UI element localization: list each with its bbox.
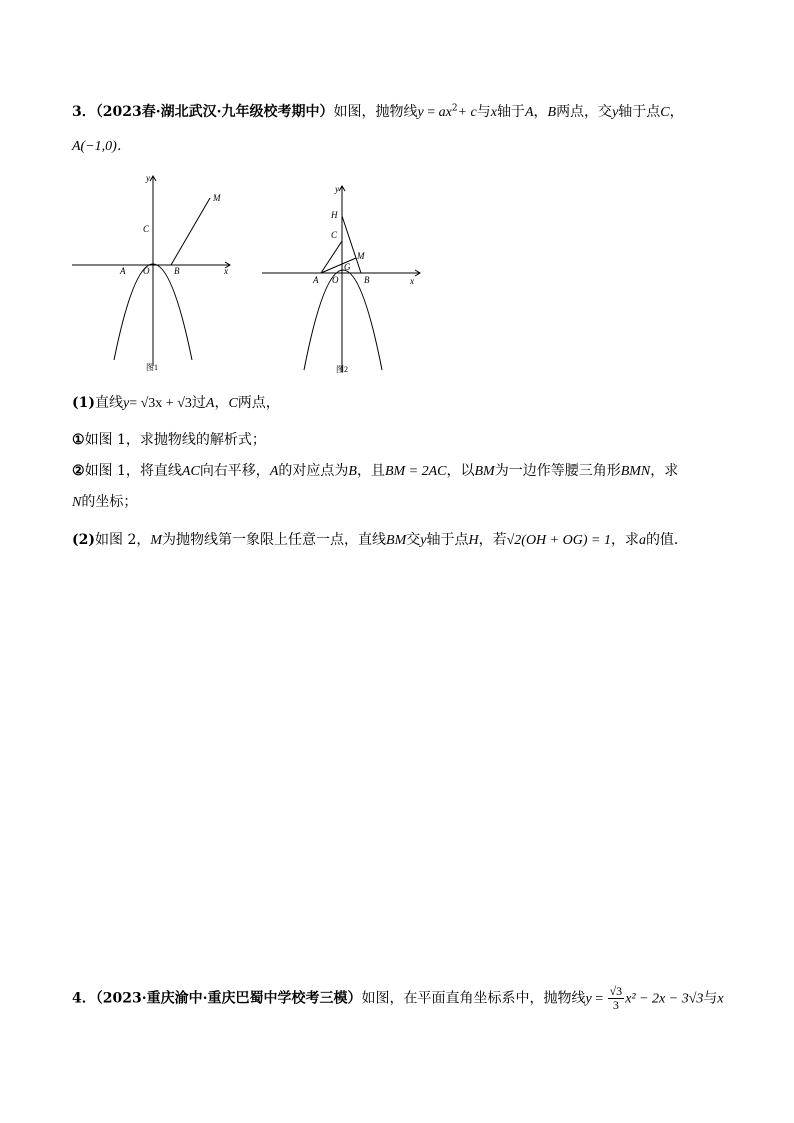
fig1-label-x: x bbox=[224, 266, 228, 276]
fig1-label-y: y bbox=[146, 173, 150, 183]
q3-point-a: A(−1,0)． bbox=[72, 139, 131, 154]
fig1-label-m: M bbox=[213, 193, 221, 203]
fig2-label-c: C bbox=[331, 230, 338, 240]
fig2-parabola bbox=[304, 270, 382, 370]
fig2-label-x: x bbox=[410, 276, 414, 286]
fig2-label-y: y bbox=[335, 184, 339, 194]
fig2-label-g: G bbox=[344, 262, 351, 272]
fig1-caption: 图1 bbox=[146, 363, 158, 372]
fig2-label-h: H bbox=[331, 210, 338, 220]
fig2-label-a: A bbox=[313, 275, 319, 285]
fig2-label-o: O bbox=[332, 275, 339, 285]
fig1-label-a: A bbox=[120, 266, 126, 276]
q3-part1: (1)直线y= √3x + √3过A，C两点， bbox=[72, 395, 280, 411]
fig1-label-c: C bbox=[143, 224, 150, 234]
figure-1 bbox=[68, 170, 240, 376]
q3-sub2-line2: N的坐标； bbox=[72, 494, 138, 510]
q4-line1: 4．（2023·重庆渝中·重庆巴蜀中学校考三模）如图，在平面直角坐标系中，抛物线y = $\frac{√3}{3}$ x² − 2x − 3√3与x bbox=[72, 984, 724, 1012]
q4-source: （2023·重庆渝中·重庆巴蜀中学校考三模） bbox=[95, 990, 362, 1007]
q3-number: 3． bbox=[72, 104, 96, 120]
q4-number: 4． bbox=[72, 990, 96, 1007]
fig1-line-bm bbox=[171, 198, 210, 265]
figure-2 bbox=[258, 180, 430, 380]
q3-part2: (2)如图 2，M为抛物线第一象限上任意一点，直线BM交y轴于点H，若√2(OH + OG) = 1，求a的值． bbox=[72, 532, 688, 548]
fig2-label-b: B bbox=[364, 275, 370, 285]
fig2-caption: 图2 bbox=[336, 365, 348, 374]
fig2-label-m: M bbox=[357, 251, 365, 261]
fig1-label-o: O bbox=[143, 266, 150, 276]
q3-sub2-line1: ②如图 1，将直线AC向右平移，A的对应点为B，且BM = 2AC，以BM为一边作等腰三角形BMN，求 bbox=[72, 463, 679, 479]
q3-line1: 3．（2023春·湖北武汉·九年级校考期中）如图，抛物线$y = ax^2+ c$与x轴于A，B两点，交y轴于点C， bbox=[72, 103, 684, 120]
q3-source: （2023春·湖北武汉·九年级校考期中） bbox=[95, 104, 334, 120]
q3-sub1: ①如图 1，求抛物线的解析式； bbox=[72, 432, 266, 448]
fig1-label-b: B bbox=[174, 266, 180, 276]
q4-fraction: $\frac{√3}{3}$ bbox=[609, 984, 623, 1012]
